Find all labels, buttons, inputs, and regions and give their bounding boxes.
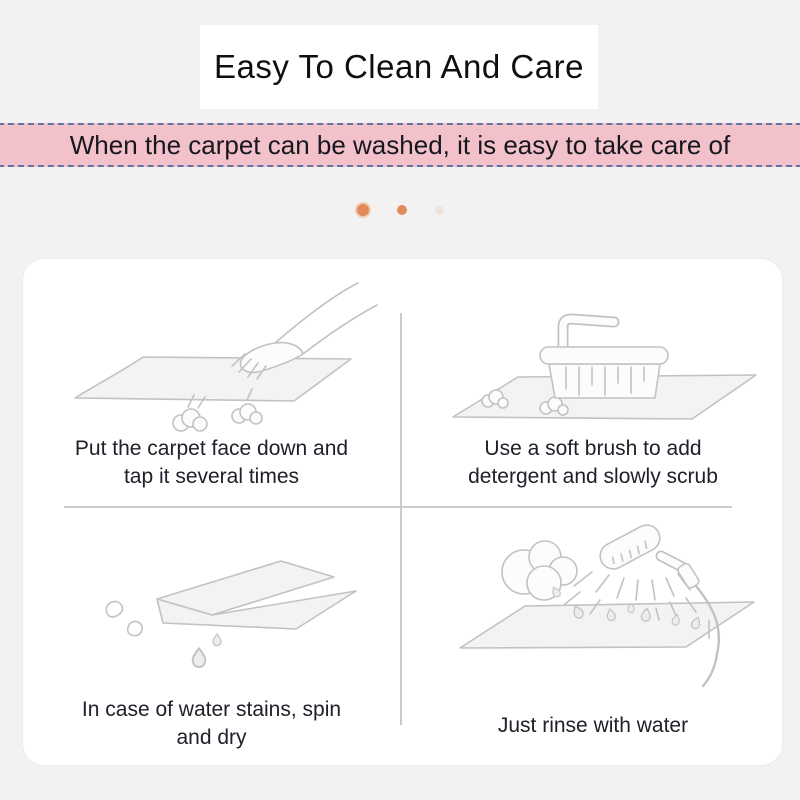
step-rinse-water — [402, 508, 784, 767]
spin-dry-illustration — [51, 528, 386, 698]
water-drops — [193, 634, 221, 667]
carousel-dot-1[interactable] — [357, 204, 369, 216]
brush-scrub-illustration — [424, 277, 759, 442]
step-caption: Use a soft brush to add detergent and slowly scrub — [468, 437, 718, 488]
care-steps-panel — [22, 258, 783, 766]
tap-carpet-illustration — [51, 277, 386, 442]
banner-text: When the carpet can be washed, it is easy to take care of — [69, 129, 731, 160]
step-brush-scrub — [402, 259, 784, 506]
foam-cloud — [502, 541, 577, 600]
rinse-water-illustration — [424, 516, 759, 696]
title-card — [200, 25, 598, 109]
step-caption: Put the carpet face down and tap it several times — [74, 437, 349, 488]
page-title: Easy To Clean And Care — [214, 48, 584, 85]
step-caption: In case of water stains, spin and dry — [81, 698, 342, 749]
step-spin-dry — [23, 508, 400, 767]
caption-banner-selected[interactable] — [0, 123, 800, 167]
carousel-dot-3[interactable] — [435, 206, 444, 215]
wind-swirl — [106, 601, 142, 635]
step-caption: Just rinse with water — [497, 714, 689, 737]
carousel-dots — [0, 202, 800, 218]
carousel-dot-2[interactable] — [397, 205, 407, 215]
step-tap-carpet — [23, 259, 400, 506]
